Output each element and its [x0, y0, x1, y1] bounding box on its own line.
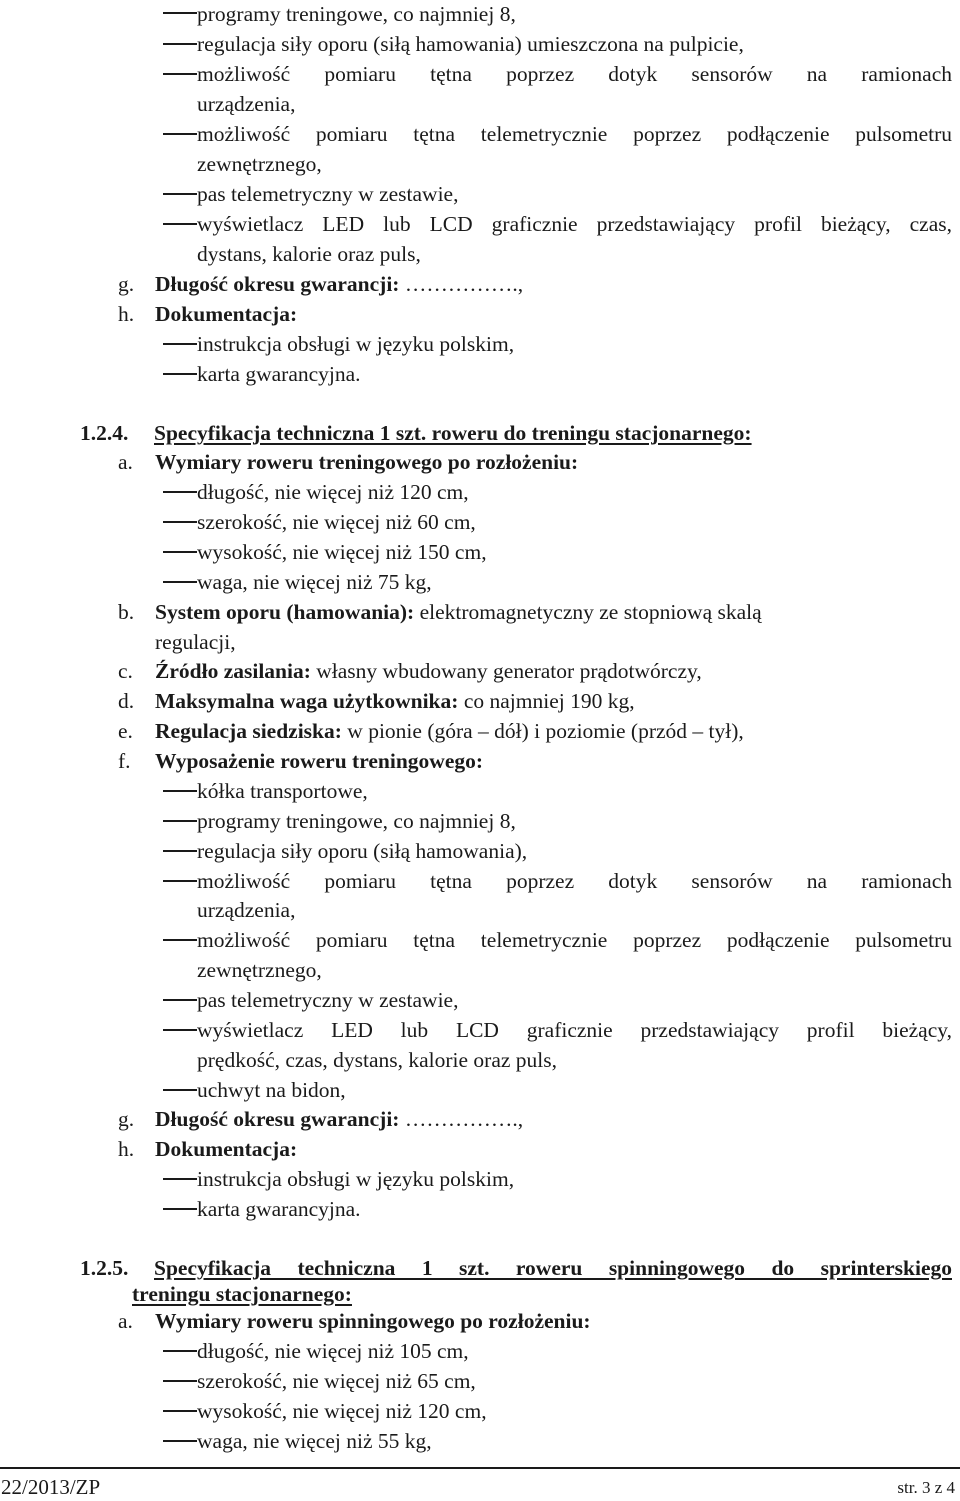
list-item: wysokość, nie więcej niż 150 cm,: [197, 540, 487, 564]
warranty-label: Długość okresu gwarancji:: [155, 272, 400, 296]
page-number: str. 3 z 4: [897, 1478, 955, 1497]
list-item-continuation: dystans, kalorie oraz puls,: [197, 242, 421, 266]
seat-value: w pionie (góra – dół) i poziomie (przód – tył),: [341, 719, 744, 743]
list-item: programy treningowe, co najmniej 8,: [197, 809, 516, 833]
list-dash: [163, 1208, 197, 1210]
list-item: szerokość, nie więcej niż 60 cm,: [197, 510, 476, 534]
seat-label: Regulacja siedziska:: [155, 719, 342, 743]
section-number: 1.2.4.: [80, 421, 129, 445]
list-item-continuation: zewnętrznego,: [197, 152, 322, 176]
section-title: Specyfikacja techniczna 1 szt. roweru spinningowego do sprinterskiego: [154, 1256, 952, 1280]
list-dash: [163, 1178, 197, 1180]
list-item: instrukcja obsługi w języku polskim,: [197, 332, 515, 356]
max-weight-value: co najmniej 190 kg,: [458, 689, 635, 713]
item-letter: c.: [118, 659, 133, 683]
list-item-continuation: prędkość, czas, dystans, kalorie oraz puls,: [197, 1048, 558, 1072]
item-letter: h.: [118, 1137, 135, 1161]
list-dash: [163, 1380, 197, 1382]
section-number: 1.2.5.: [80, 1256, 129, 1280]
item-letter: b.: [118, 600, 135, 624]
dimensions-label: Wymiary roweru treningowego po rozłożeniu:: [155, 450, 579, 474]
list-item: pas telemetryczny w zestawie,: [197, 988, 459, 1012]
list-item: instrukcja obsługi w języku polskim,: [197, 1167, 515, 1191]
list-item: długość, nie więcej niż 105 cm,: [197, 1339, 469, 1363]
list-item: wyświetlacz LED lub LCD graficznie przedstawiający profil bieżący,: [197, 1018, 952, 1042]
list-item: waga, nie więcej niż 55 kg,: [197, 1429, 432, 1453]
list-item: programy treningowe, co najmniej 8,: [197, 2, 516, 26]
list-dash: [163, 343, 197, 345]
list-dash: [163, 43, 197, 45]
list-dash: [163, 1089, 197, 1091]
list-dash: [163, 1410, 197, 1412]
list-dash: [163, 581, 197, 583]
list-item: pas telemetryczny w zestawie,: [197, 182, 459, 206]
warranty-row: [155, 269, 523, 299]
footer-rule: [0, 1467, 960, 1469]
document-number: 22/2013/ZP: [1, 1475, 101, 1499]
warranty-value: …………….,: [399, 272, 524, 296]
dimensions-label: Wymiary roweru spinningowego po rozłożeniu:: [155, 1309, 591, 1333]
resistance-continuation: regulacji,: [155, 630, 236, 654]
list-dash: [163, 491, 197, 493]
list-item: regulacja siły oporu (siłą hamowania) umieszczona na pulpicie,: [197, 32, 744, 56]
list-item: możliwość pomiaru tętna telemetrycznie poprzez podłączenie pulsometru: [197, 122, 952, 146]
list-dash: [163, 1350, 197, 1352]
list-dash: [163, 73, 197, 75]
list-dash: [163, 12, 197, 14]
list-dash: [163, 999, 197, 1001]
list-dash: [163, 223, 197, 225]
item-letter: a.: [118, 450, 133, 474]
documentation-label: Dokumentacja:: [155, 1137, 298, 1161]
list-dash: [163, 1029, 197, 1031]
list-dash: [163, 373, 197, 375]
documentation-label: Dokumentacja:: [155, 302, 298, 326]
item-letter: d.: [118, 689, 135, 713]
list-item: szerokość, nie więcej niż 65 cm,: [197, 1369, 476, 1393]
list-item-continuation: urządzenia,: [197, 92, 296, 116]
list-dash: [163, 790, 197, 792]
equipment-label: Wyposażenie roweru treningowego:: [155, 749, 484, 773]
list-item: możliwość pomiaru tętna poprzez dotyk sensorów na ramionach: [197, 62, 952, 86]
list-dash: [163, 880, 197, 882]
resistance-row: [155, 597, 762, 627]
section-title-continuation: treningu stacjonarnego:: [132, 1282, 352, 1306]
warranty-label: Długość okresu gwarancji:: [155, 1107, 400, 1131]
list-item-continuation: urządzenia,: [197, 898, 296, 922]
list-dash: [163, 850, 197, 852]
max-weight-row: [155, 686, 635, 716]
item-letter: a.: [118, 1309, 133, 1333]
list-dash: [163, 1440, 197, 1442]
list-item: kółka transportowe,: [197, 779, 368, 803]
list-item: regulacja siły oporu (siłą hamowania),: [197, 839, 528, 863]
list-dash: [163, 133, 197, 135]
list-item: możliwość pomiaru tętna telemetrycznie poprzez podłączenie pulsometru: [197, 928, 952, 952]
item-letter: g.: [118, 272, 135, 296]
list-item: uchwyt na bidon,: [197, 1078, 346, 1102]
list-dash: [163, 193, 197, 195]
power-row: [155, 656, 702, 686]
item-letter: g.: [118, 1107, 135, 1131]
item-letter: e.: [118, 719, 133, 743]
list-dash: [163, 939, 197, 941]
section-title: Specyfikacja techniczna 1 szt. roweru do treningu stacjonarnego:: [154, 421, 752, 445]
list-item: karta gwarancyjna.: [197, 1197, 361, 1221]
list-item-continuation: zewnętrznego,: [197, 958, 322, 982]
warranty-row: [155, 1104, 523, 1134]
power-label: Źródło zasilania:: [155, 659, 311, 683]
list-item: długość, nie więcej niż 120 cm,: [197, 480, 469, 504]
seat-row: [155, 716, 744, 746]
list-item: wyświetlacz LED lub LCD graficznie przedstawiający profil bieżący, czas,: [197, 212, 952, 236]
resistance-value: elektromagnetyczny ze stopniową skalą: [414, 600, 762, 624]
list-dash: [163, 820, 197, 822]
list-item: możliwość pomiaru tętna poprzez dotyk sensorów na ramionach: [197, 869, 952, 893]
list-item: karta gwarancyjna.: [197, 362, 361, 386]
resistance-label: System oporu (hamowania):: [155, 600, 415, 624]
item-letter: h.: [118, 302, 135, 326]
max-weight-label: Maksymalna waga użytkownika:: [155, 689, 459, 713]
list-dash: [163, 521, 197, 523]
list-dash: [163, 551, 197, 553]
warranty-value: …………….,: [399, 1107, 524, 1131]
item-letter: f.: [118, 749, 131, 773]
list-item: waga, nie więcej niż 75 kg,: [197, 570, 432, 594]
power-value: własny wbudowany generator prądotwórczy,: [310, 659, 702, 683]
list-item: wysokość, nie więcej niż 120 cm,: [197, 1399, 487, 1423]
